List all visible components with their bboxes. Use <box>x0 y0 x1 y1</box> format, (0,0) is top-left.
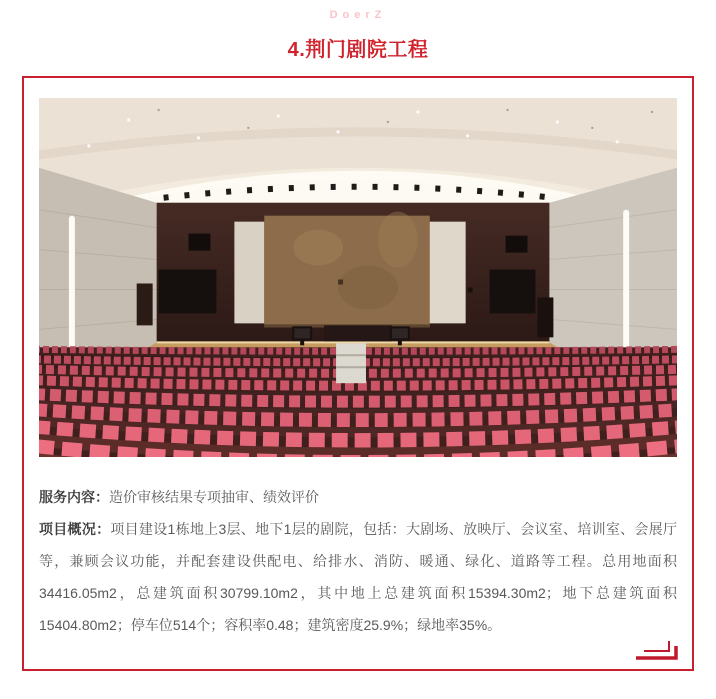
project-card <box>22 76 694 671</box>
theater-photo[interactable] <box>39 98 677 457</box>
project-overview-text: 项目建设1栋地上3层、地下1层的剧院，包括：大剧场、放映厅、会议室、培训室、会展厅等，兼顾会议功能，并配套建设供配电、给排水、消防、暖通、绿化、道路等工程。总用地面积34416.05m2，总建筑面积30799.10m2，其中地上总建筑面积15394.30m2；地下总建筑面积15404.80m2；停车位514个；容积率0.48；建筑密度25.9%；绿地率35%。 <box>39 521 677 633</box>
brand-label: DoerZ <box>329 9 387 21</box>
page-title: 4.荆门剧院工程 <box>287 39 429 61</box>
corner-brackets-icon <box>634 639 678 661</box>
project-overview-label: 项目概况： <box>39 521 111 537</box>
service-content-label: 服务内容： <box>39 489 109 505</box>
service-content-text: 造价审核结果专项抽审、绩效评价 <box>109 489 319 505</box>
project-overview-paragraph <box>39 513 677 641</box>
service-content-line <box>39 487 677 507</box>
theater-photo-illustration <box>39 98 677 457</box>
